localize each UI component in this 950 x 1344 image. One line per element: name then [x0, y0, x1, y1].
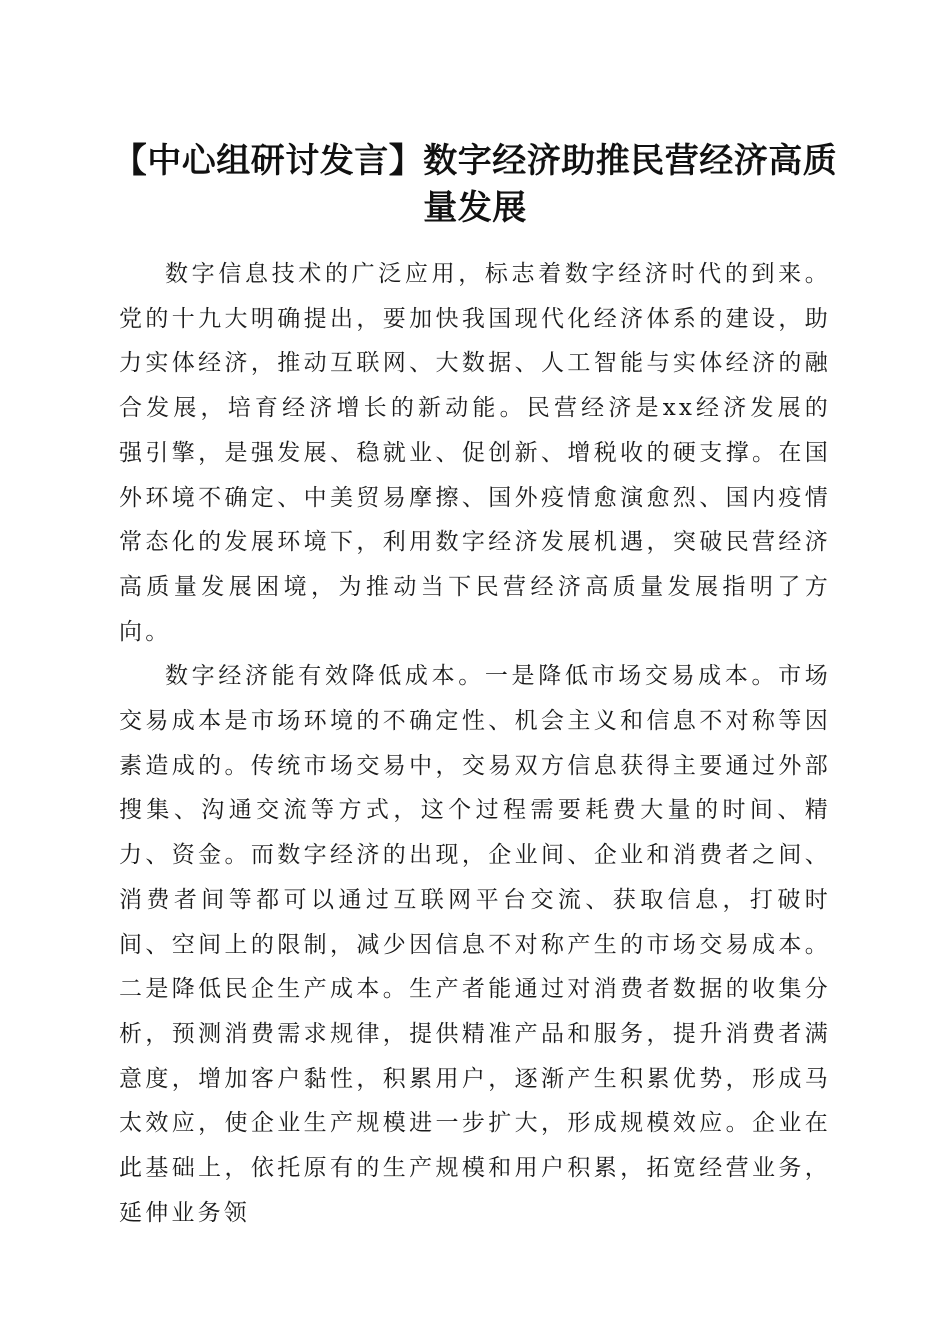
document-title: 【中心组研讨发言】数字经济助推民营经济高质量发展 [112, 141, 838, 228]
paragraph-intro: 数字信息技术的广泛应用，标志着数字经济时代的到来。党的十九大明确提出，要加快我国现代化经济体系的建设，助力实体经济，推动互联网、大数据、人工智能与实体经济的融合发展，培育经济增长的新动能。民营经济是xx经济发展的强引擎，是强发展、稳就业、促创新、增税收的硬支撑。在国外环境不确定、中美贸易摩擦、国外疫情愈演愈烈、国内疫情常态化的发展环境下，利用数字经济发展机遇，突破民营经济高质量发展困境，为推动当下民营经济高质量发展指明了方向。 [119, 261, 831, 645]
paragraph-cost-reduction: 数字经济能有效降低成本。一是降低市场交易成本。市场交易成本是市场环境的不确定性、机会主义和信息不对称等因素造成的。传统市场交易中，交易双方信息获得主要通过外部搜集、沟通交流等方式，这个过程需要耗费大量的时间、精力、资金。而数字经济的出现，企业间、企业和消费者之间、消费者间等都可以通过互联网平台交流、获取信息，打破时间、空间上的限制，减少因信息不对称产生的市场交易成本。二是降低民企生产成本。生产者能通过对消费者数据的收集分析，预测消费需求规律，提供精准产品和服务，提升消费者满意度，增加客户黏性，积累用户，逐渐产生积累优势，形成马太效应，使企业生产规模进一步扩大，形成规模效应。企业在此基础上，依托原有的生产规模和用户积累，拓宽经营业务，延伸业务领 [119, 663, 831, 1226]
document-body [119, 252, 831, 1235]
